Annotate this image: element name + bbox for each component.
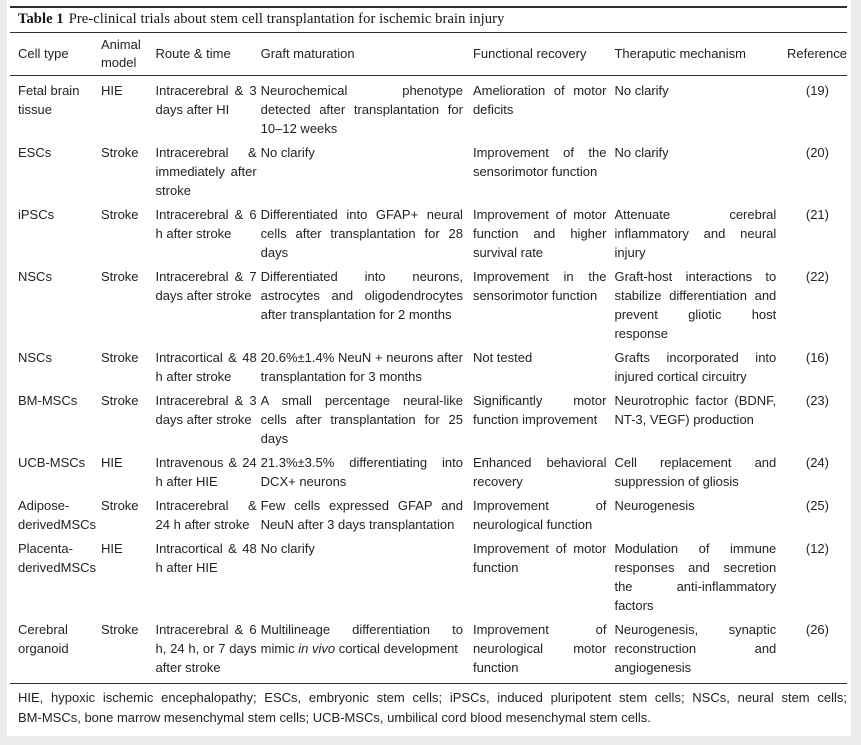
functional-recovery-cell: Not tested	[472, 350, 533, 365]
cell-type-cell: Adipose-derivedMSCs	[18, 498, 97, 532]
reference-cell: (12)	[805, 541, 829, 556]
functional-recovery-cell: Improvement of neurological function	[472, 498, 607, 532]
graft-text-pre: Multilineage differentiation to mimic	[260, 622, 463, 656]
cell-type-cell: iPSCs	[18, 207, 55, 222]
table-inner	[7, 6, 851, 734]
route-time-cell: Intracortical & 48 h after HIE	[155, 541, 257, 575]
therapeutic-mechanism-cell: Grafts incorporated into injured cortical circuitry	[614, 350, 777, 384]
therapeutic-mechanism-cell: Neurogenesis	[614, 498, 695, 513]
cell-type-cell: NSCs	[18, 269, 52, 284]
graft-maturation-cell: No clarify	[260, 541, 315, 556]
graft-maturation-cell: A small percentage neural-like cells after transplantation for 25 days	[260, 393, 463, 446]
therapeutic-mechanism-cell: Modulation of immune responses and secretion the anti-inflammatory factors	[614, 541, 777, 613]
column-header-animal-model: Animal model	[101, 33, 156, 76]
cell-type-cell: NSCs	[18, 350, 52, 365]
reference-cell: (25)	[805, 498, 829, 513]
route-time-cell: Intracerebral & 3 days after stroke	[155, 393, 257, 427]
column-header-therapeutic-mechanism: Theraputic mechanism	[614, 33, 784, 76]
route-time-cell: Intracerebral & immediately after stroke	[155, 145, 257, 198]
functional-recovery-cell: Improvement in the sensorimotor function	[472, 269, 607, 303]
animal-model-cell: HIE	[100, 455, 123, 470]
column-header-reference: Reference	[784, 33, 847, 76]
graft-maturation-cell: No clarify	[260, 145, 315, 160]
graft-text-post: cortical development	[335, 641, 458, 656]
cell-type-cell: BM-MSCs	[18, 393, 78, 408]
reference-cell: (16)	[805, 350, 829, 365]
table-row	[10, 262, 847, 343]
table-row	[10, 615, 847, 683]
route-time-cell: Intravenous & 24 h after HIE	[155, 455, 257, 489]
footnote-line-1: HIE, hypoxic ischemic encephalopathy; ESCs, embryonic stem cells; iPSCs, induced pluripotent stem cells; NSCs, neural stem cells;	[18, 690, 847, 705]
table-number-label: Table 1	[18, 11, 64, 27]
table-row	[10, 386, 847, 448]
column-header-cell-type: Cell type	[10, 33, 101, 76]
therapeutic-mechanism-cell: Cell replacement and suppression of gliosis	[614, 455, 777, 489]
cell-type-cell: Cerebral organoid	[18, 622, 69, 656]
route-time-cell: Intracerebral & 6 h, 24 h, or 7 days after stroke	[155, 622, 257, 675]
functional-recovery-cell: Enhanced behavioral recovery	[472, 455, 607, 489]
table-row	[10, 138, 847, 200]
animal-model-cell: Stroke	[100, 145, 139, 160]
reference-cell: (21)	[805, 207, 829, 222]
graft-maturation-cell: Differentiated into neurons, astrocytes and oligodendrocytes after transplantation for 2 months	[260, 269, 463, 322]
table-row	[10, 491, 847, 534]
animal-model-cell: Stroke	[100, 393, 139, 408]
animal-model-cell: Stroke	[100, 622, 139, 637]
cell-type-cell: Placenta-derivedMSCs	[18, 541, 97, 575]
footnote-line-2: BM-MSCs, bone marrow mesenchymal stem cells; UCB-MSCs, umbilical cord blood mesenchymal stem cells.	[18, 710, 651, 725]
animal-model-cell: HIE	[100, 541, 123, 556]
route-time-cell: Intracortical & 48 h after stroke	[155, 350, 257, 384]
therapeutic-mechanism-cell: Neurogenesis, synaptic reconstruction and angiogenesis	[614, 622, 777, 675]
cell-type-cell: Fetal brain tissue	[18, 83, 80, 117]
column-header-route-time: Route & time	[156, 33, 261, 76]
functional-recovery-cell: Improvement of the sensorimotor function	[472, 145, 607, 179]
cell-type-cell: UCB-MSCs	[18, 455, 86, 470]
functional-recovery-cell: Improvement of motor function and higher survival rate	[472, 207, 607, 260]
animal-model-cell: Stroke	[100, 350, 139, 365]
reference-cell: (23)	[805, 393, 829, 408]
route-time-cell: Intracerebral & 24 h after stroke	[155, 498, 257, 532]
graft-maturation-cell: Differentiated into GFAP+ neural cells after transplantation for 28 days	[260, 207, 463, 260]
table-header-row	[10, 33, 847, 76]
reference-cell: (26)	[805, 622, 829, 637]
table-row	[10, 343, 847, 386]
cell-type-cell: ESCs	[18, 145, 52, 160]
reference-cell: (19)	[805, 83, 829, 98]
table-row	[10, 76, 847, 139]
therapeutic-mechanism-cell: Graft-host interactions to stabilize differentiation and prevent gliotic host response	[614, 269, 777, 341]
reference-cell: (22)	[805, 269, 829, 284]
route-time-cell: Intracerebral & 6 h after stroke	[155, 207, 257, 241]
graft-maturation-cell: 21.3%±3.5% differentiating into DCX+ neurons	[260, 455, 463, 489]
table-row	[10, 534, 847, 615]
graft-maturation-cell: 20.6%±1.4% NeuN + neurons after transplantation for 3 months	[260, 350, 463, 384]
route-time-cell: Intracerebral & 3 days after HI	[155, 83, 257, 117]
therapeutic-mechanism-cell: Neurotrophic factor (BDNF, NT-3, VEGF) production	[614, 393, 777, 427]
functional-recovery-cell: Significantly motor function improvement	[472, 393, 607, 427]
table-title-text: Pre-clinical trials about stem cell transplantation for ischemic brain injury	[68, 11, 505, 27]
reference-cell: (20)	[805, 145, 829, 160]
animal-model-cell: Stroke	[100, 269, 139, 284]
animal-model-cell: Stroke	[100, 207, 139, 222]
functional-recovery-cell: Improvement of motor function	[472, 541, 607, 575]
table-footnote	[10, 683, 847, 734]
functional-recovery-cell: Improvement of neurological motor function	[472, 622, 607, 675]
graft-text-italic: in vivo	[298, 641, 336, 656]
table-panel	[7, 0, 851, 736]
therapeutic-mechanism-cell: No clarify	[614, 145, 669, 160]
animal-model-cell: HIE	[100, 83, 123, 98]
table-row	[10, 200, 847, 262]
graft-maturation-cell: Few cells expressed GFAP and NeuN after 3 days transplantation	[260, 498, 463, 532]
table-row	[10, 448, 847, 491]
reference-cell: (24)	[805, 455, 829, 470]
column-header-functional-recovery: Functional recovery	[473, 33, 615, 76]
table-title	[10, 6, 847, 33]
therapeutic-mechanism-cell: No clarify	[614, 83, 669, 98]
functional-recovery-cell: Amelioration of motor deficits	[472, 83, 607, 117]
therapeutic-mechanism-cell: Attenuate cerebral inflammatory and neural injury	[614, 207, 777, 260]
animal-model-cell: Stroke	[100, 498, 139, 513]
route-time-cell: Intracerebral & 7 days after stroke	[155, 269, 257, 303]
graft-maturation-cell	[261, 615, 473, 683]
graft-maturation-cell: Neurochemical phenotype detected after transplantation for 10–12 weeks	[260, 83, 463, 136]
preclinical-trials-table	[10, 33, 847, 683]
column-header-graft-maturation: Graft maturation	[261, 33, 473, 76]
